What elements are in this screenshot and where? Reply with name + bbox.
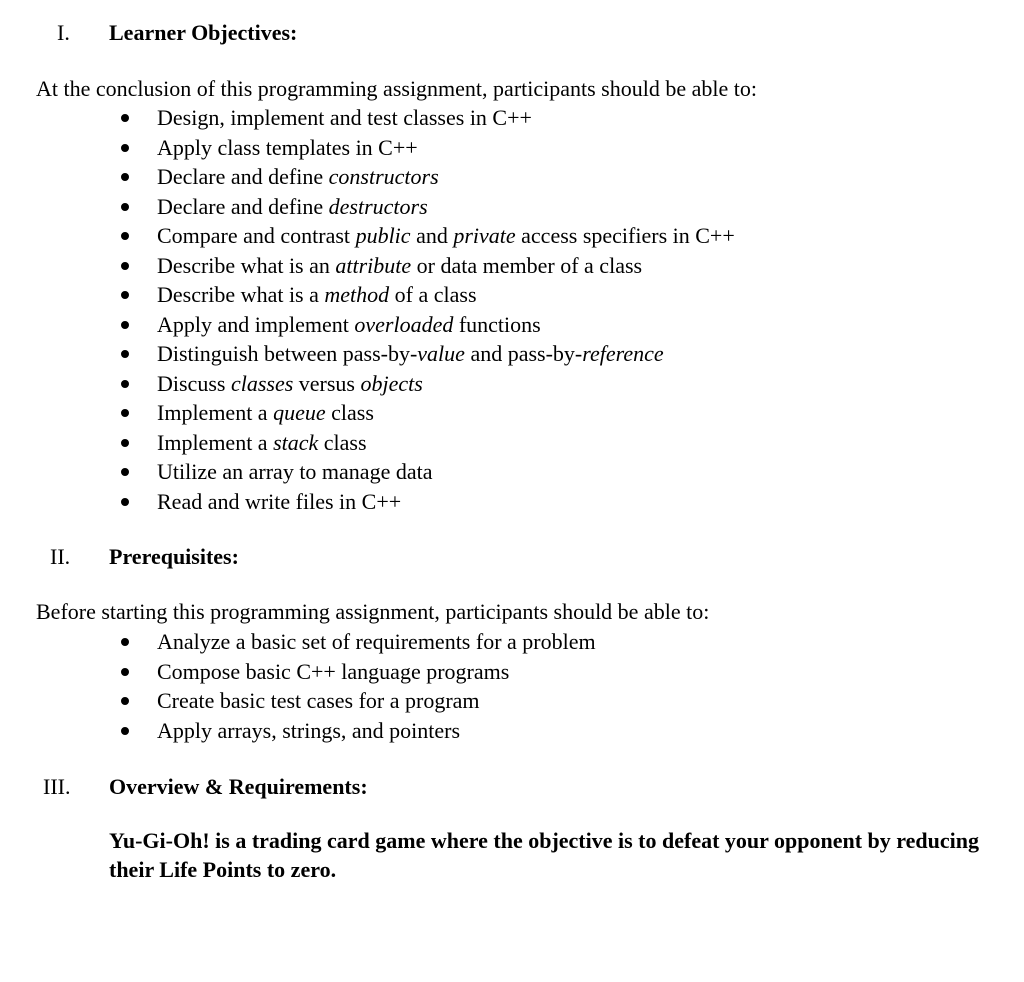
bullet-icon [121,321,129,329]
emphasis-text: attribute [335,252,412,278]
text-run: Utilize an array to manage data [157,459,433,484]
emphasis-text: queue [273,400,326,425]
bullet-icon [121,468,129,476]
list-item-text [157,369,423,399]
text-run: Read and write files in C++ [157,488,402,514]
list-item-text [157,133,418,163]
text-run: Declare and define [157,193,329,219]
emphasis-text: method [324,282,390,307]
bullet-icon [121,727,129,735]
bullet-icon [121,262,129,270]
list-item-text [157,162,439,192]
list-item-text [157,398,374,428]
text-run: and [410,223,454,248]
text-run: Design, implement and test classes in C++ [157,105,532,130]
list-item-text [157,457,432,487]
emphasis-text: destructors [328,193,428,219]
section-title: Overview & Requirements: [109,774,368,799]
emphasis-text: objects [360,370,423,396]
list-item-text [157,280,477,310]
bullet-icon [121,203,129,211]
prerequisites-intro: Before starting this programming assignment, participants should be able to: [36,599,710,624]
section-title: Prerequisites: [109,544,239,569]
text-run: Describe what is a [157,282,325,307]
bullet-icon [121,498,129,506]
list-item-text [157,251,642,281]
section-title: Learner Objectives: [109,20,298,45]
emphasis-text: constructors [328,164,439,189]
emphasis-text: reference [582,341,664,366]
text-run: Compose basic C++ language programs [157,658,510,684]
text-run: versus [293,370,361,396]
list-item-text [157,310,541,340]
bullet-icon [121,232,129,240]
bullet-icon [121,697,129,705]
text-run: Implement a [157,429,274,455]
overview-paragraph: Yu-Gi-Oh! is a trading card game where the objective is to defeat your opponent by reducing their Life Points to zero. [109,828,979,882]
text-run: Discuss [157,370,231,396]
bullet-icon [121,144,129,152]
text-run: Compare and contrast [157,223,356,248]
list-item-text [157,192,428,222]
text-run: Create basic test cases for a program [157,688,480,713]
bullet-icon [121,291,129,299]
text-run: or data member of a class [411,252,643,278]
text-run: Analyze a basic set of requirements for a problem [157,629,596,654]
emphasis-text: overloaded [354,311,454,337]
bullet-icon [121,409,129,417]
bullet-icon [121,380,129,388]
list-item-text [157,657,509,687]
list-item-text [157,716,460,746]
bullet-icon [121,439,129,447]
text-run: class [325,400,374,425]
list-item-text [157,487,401,517]
text-run: class [318,429,367,455]
bullet-icon [121,638,129,646]
text-run: Implement a [157,400,274,425]
emphasis-text: classes [230,370,294,396]
emphasis-text: stack [273,429,319,455]
section-numeral: I. [57,20,70,45]
objectives-intro: At the conclusion of this programming assignment, participants should be able to: [36,76,757,101]
bullet-icon [121,114,129,122]
text-run: access specifiers in C++ [515,223,735,248]
text-run: Declare and define [157,164,329,189]
list-item-text [157,686,480,716]
text-run: Apply arrays, strings, and pointers [157,717,461,743]
bullet-icon [121,173,129,181]
list-item-text [157,221,735,251]
list-item-text [157,339,664,369]
list-item-text [157,103,532,133]
bullet-icon [121,350,129,358]
text-run: of a class [389,282,477,307]
list-item-text [157,627,596,657]
emphasis-text: value [417,341,465,366]
text-run: Apply and implement [157,311,355,337]
text-run: and pass-by- [464,341,583,366]
section-numeral: II. [50,544,71,569]
text-run: Apply class templates in C++ [157,134,418,160]
text-run: Distinguish between pass-by- [157,341,418,366]
emphasis-text: public [355,223,411,248]
list-item-text [157,428,367,458]
text-run: functions [453,311,541,337]
emphasis-text: private [453,223,516,248]
text-run: Describe what is an [157,252,336,278]
bullet-icon [121,668,129,676]
section-numeral: III. [43,774,71,799]
